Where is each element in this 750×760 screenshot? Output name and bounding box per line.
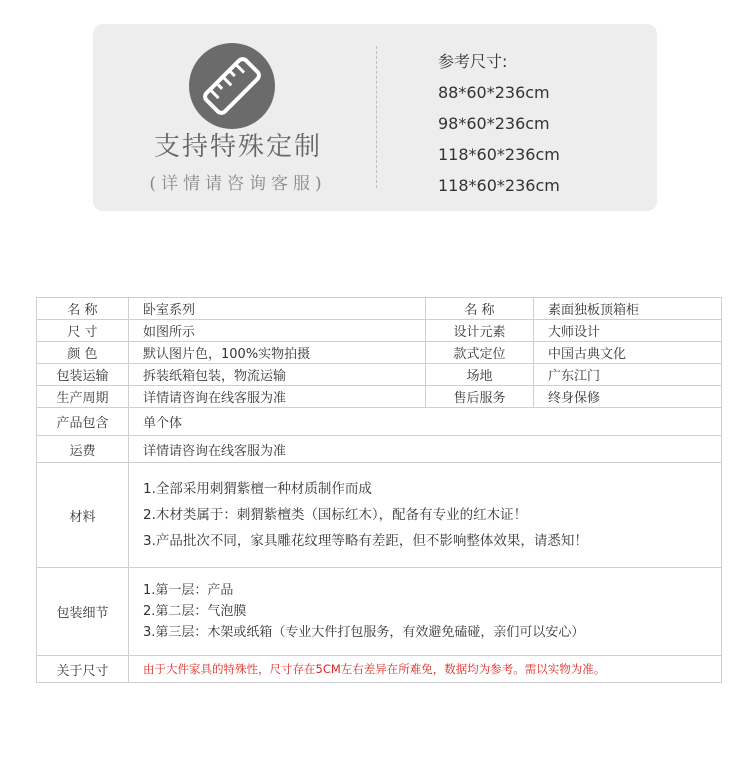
table-row — [37, 386, 722, 408]
row-label: 设计元素 — [426, 320, 534, 342]
row-label: 关于尺寸 — [37, 656, 129, 683]
packing-details — [129, 568, 722, 656]
row-value: 详情请咨询在线客服为准 — [129, 436, 722, 463]
row-label: 名 称 — [37, 298, 129, 320]
table-row — [37, 463, 722, 568]
packing-line: 2.第二层：气泡膜 — [143, 604, 247, 619]
row-value: 拆装纸箱包装，物流运输 — [129, 364, 426, 386]
row-value: 素面独板顶箱柜 — [534, 298, 722, 320]
row-label: 包装细节 — [37, 568, 129, 656]
row-label: 场地 — [426, 364, 534, 386]
size-item: 88*60*236cm — [438, 83, 550, 102]
row-value: 终身保修 — [534, 386, 722, 408]
row-label: 款式定位 — [426, 342, 534, 364]
row-label: 尺 寸 — [37, 320, 129, 342]
row-label: 材料 — [37, 463, 129, 568]
banner-subtitle: (详情请咨询客服) — [149, 174, 327, 194]
banner-divider — [376, 46, 377, 188]
packing-line: 1.第一层：产品 — [143, 583, 234, 598]
row-label: 颜 色 — [37, 342, 129, 364]
row-label: 名 称 — [426, 298, 534, 320]
material-line: 3.产品批次不同，家具雕花纹理等略有差距，但不影响整体效果，请悉知！ — [143, 533, 588, 549]
table-row — [37, 568, 722, 656]
packing-line: 3.第三层：木架或纸箱（专业大件打包服务，有效避免磕碰，亲们可以安心） — [143, 625, 585, 640]
row-value: 卧室系列 — [129, 298, 426, 320]
row-value: 默认图片色，100%实物拍摄 — [129, 342, 426, 364]
row-value: 如图所示 — [129, 320, 426, 342]
material-line: 1.全部采用刺猬紫檀一种材质制作而成 — [143, 481, 372, 497]
table-row — [37, 342, 722, 364]
row-value: 单个体 — [129, 408, 722, 436]
table-row — [37, 298, 722, 320]
size-disclaimer: 由于大件家具的特殊性，尺寸存在5CM左右差异在所难免，数据均为参考。需以实物为准。 — [129, 656, 722, 683]
size-item: 98*60*236cm — [438, 114, 550, 133]
table-row — [37, 320, 722, 342]
row-label: 包装运输 — [37, 364, 129, 386]
row-value: 大师设计 — [534, 320, 722, 342]
table-row — [37, 364, 722, 386]
row-label: 生产周期 — [37, 386, 129, 408]
size-item: 118*60*236cm — [438, 176, 560, 195]
table-row — [37, 656, 722, 683]
size-item: 118*60*236cm — [438, 145, 560, 164]
row-label: 售后服务 — [426, 386, 534, 408]
material-details — [129, 463, 722, 568]
row-value: 中国古典文化 — [534, 342, 722, 364]
table-row — [37, 436, 722, 463]
row-label: 产品包含 — [37, 408, 129, 436]
spec-table — [36, 297, 722, 683]
material-line: 2.木材类属于：刺猬紫檀类（国标红木），配备有专业的红木证！ — [143, 507, 528, 523]
table-row — [37, 408, 722, 436]
reference-sizes — [438, 46, 560, 201]
row-value: 广东江门 — [534, 364, 722, 386]
row-label: 运费 — [37, 436, 129, 463]
banner-title: 支持特殊定制 — [153, 132, 322, 162]
sizes-label: 参考尺寸: — [438, 52, 508, 71]
ruler-icon — [189, 43, 275, 129]
row-value: 详情请咨询在线客服为准 — [129, 386, 426, 408]
